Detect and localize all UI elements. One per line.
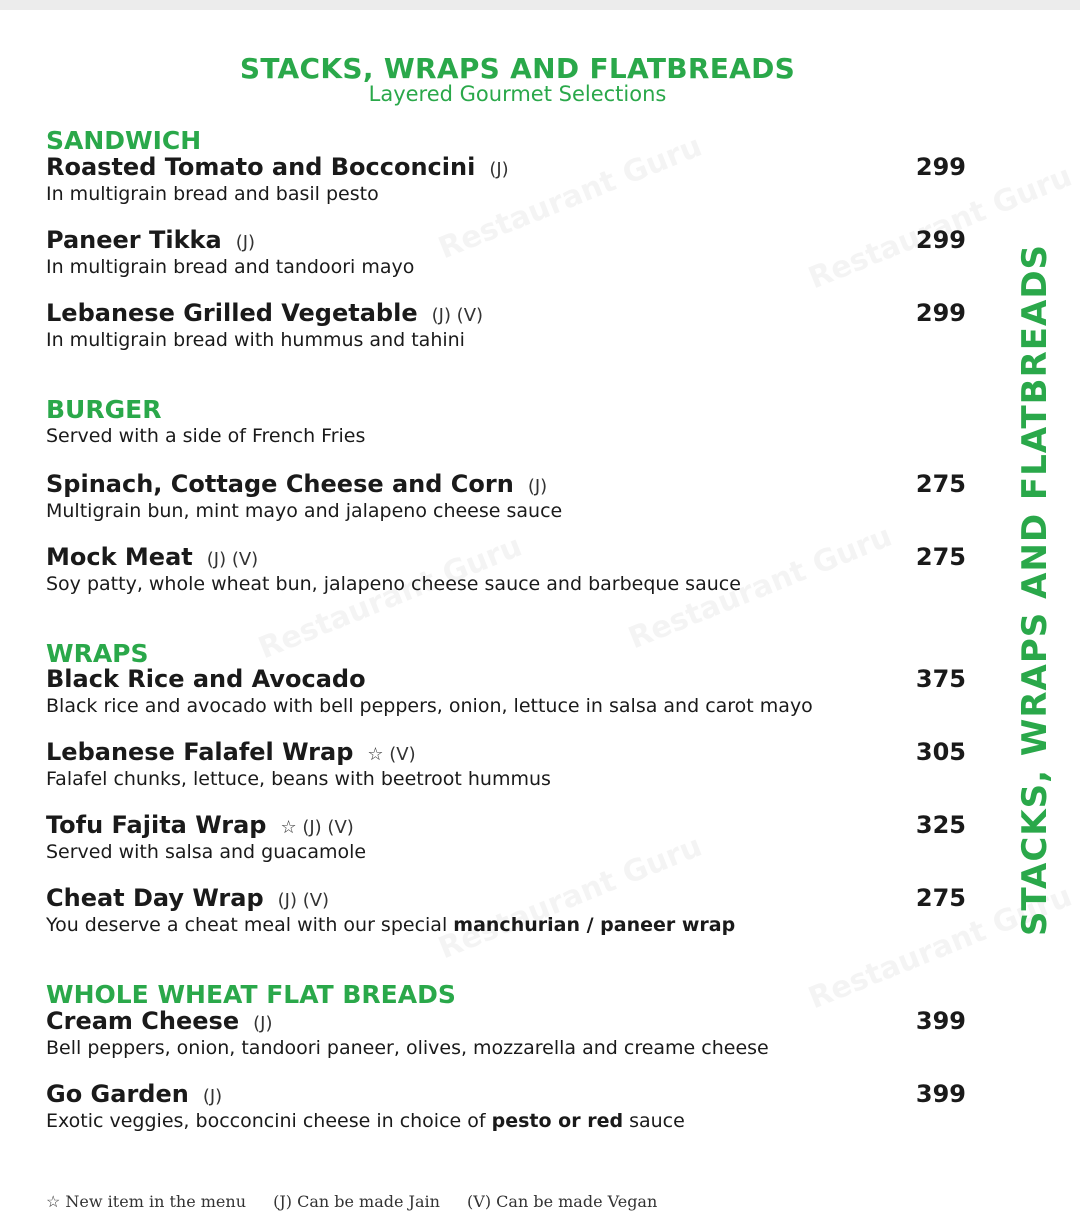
item-description-highlight: manchurian / paneer wrap bbox=[453, 914, 736, 936]
item-name: Roasted Tomato and Bocconcini bbox=[46, 153, 476, 181]
item-name: Mock Meat bbox=[46, 543, 193, 571]
item-name: Lebanese Grilled Vegetable bbox=[46, 299, 418, 327]
item-description-text: Exotic veggies, bocconcini cheese in choice of bbox=[46, 1110, 492, 1132]
section-title-flatbreads: WHOLE WHEAT FLAT BREADS bbox=[46, 980, 456, 1009]
top-border bbox=[0, 0, 1080, 10]
item-name: Cream Cheese bbox=[46, 1007, 240, 1035]
item-price: 299 bbox=[915, 299, 966, 327]
item-description: Bell peppers, onion, tandoori paneer, olives, mozzarella and creame cheese bbox=[46, 1037, 769, 1059]
item-description: In multigrain bread and basil pesto bbox=[46, 183, 379, 205]
item-name: Lebanese Falafel Wrap bbox=[46, 738, 354, 766]
item-tags: (J) bbox=[202, 1086, 223, 1107]
item-price: 299 bbox=[915, 226, 966, 254]
item-tags: (J) (V) bbox=[277, 890, 330, 911]
item-description: Multigrain bun, mint mayo and jalapeno cheese sauce bbox=[46, 500, 563, 522]
item-description-highlight: pesto or red bbox=[491, 1110, 624, 1132]
item-description bbox=[46, 913, 966, 937]
section-title-wraps: WRAPS bbox=[46, 639, 149, 668]
item-description-text: You deserve a cheat meal with our special bbox=[46, 914, 454, 936]
item-tags: (J) bbox=[527, 476, 548, 497]
item-name: Go Garden bbox=[46, 1080, 189, 1108]
item-price: 275 bbox=[915, 884, 966, 912]
item-name: Cheat Day Wrap bbox=[46, 884, 264, 912]
menu-item bbox=[46, 470, 966, 526]
page-subtitle: Layered Gourmet Selections bbox=[368, 82, 667, 106]
menu-item bbox=[46, 1007, 966, 1063]
item-price: 305 bbox=[915, 738, 966, 766]
item-price: 375 bbox=[915, 665, 966, 693]
item-description-text: sauce bbox=[623, 1110, 685, 1132]
item-name: Paneer Tikka bbox=[46, 226, 222, 254]
section-title-burger: BURGER bbox=[46, 395, 162, 424]
menu-item bbox=[46, 226, 966, 282]
item-name: Tofu Fajita Wrap bbox=[46, 811, 267, 839]
menu-item bbox=[46, 543, 966, 599]
item-price: 299 bbox=[915, 153, 966, 181]
item-price: 275 bbox=[915, 543, 966, 571]
item-price: 275 bbox=[915, 470, 966, 498]
item-description: In multigrain bread with hummus and tahini bbox=[46, 329, 465, 351]
menu-item bbox=[46, 884, 966, 940]
section-title-sandwich: SANDWICH bbox=[46, 126, 202, 155]
menu-item bbox=[46, 1080, 966, 1136]
legend-new-item: ☆ New item in the menu bbox=[46, 1192, 246, 1211]
item-name: Spinach, Cottage Cheese and Corn bbox=[46, 470, 514, 498]
item-tags: ☆ (V) bbox=[367, 744, 416, 765]
page-title: STACKS, WRAPS AND FLATBREADS bbox=[239, 52, 796, 85]
item-price: 399 bbox=[915, 1080, 966, 1108]
item-description bbox=[46, 1109, 966, 1133]
menu-item bbox=[46, 153, 966, 209]
item-tags: (J) bbox=[489, 159, 509, 180]
item-price: 325 bbox=[915, 811, 966, 839]
item-tags: (J) bbox=[253, 1013, 273, 1034]
item-price: 399 bbox=[915, 1007, 966, 1035]
item-name: Black Rice and Avocado bbox=[46, 665, 366, 693]
menu-item bbox=[46, 665, 966, 721]
menu-item bbox=[46, 811, 966, 867]
item-description: Black rice and avocado with bell peppers, onion, lettuce in salsa and carot mayo bbox=[46, 695, 813, 717]
item-description: Served with salsa and guacamole bbox=[46, 841, 367, 863]
menu-item bbox=[46, 738, 966, 794]
legend bbox=[46, 1192, 679, 1211]
menu-item bbox=[46, 299, 966, 355]
item-tags: (J) bbox=[235, 232, 256, 253]
section-note: Served with a side of French Fries bbox=[46, 425, 366, 447]
legend-jain: (J) Can be made Jain bbox=[273, 1192, 440, 1211]
item-tags: ☆ (J) (V) bbox=[280, 817, 354, 838]
legend-vegan: (V) Can be made Vegan bbox=[467, 1192, 658, 1211]
item-description: Falafel chunks, lettuce, beans with beetroot hummus bbox=[46, 768, 551, 790]
item-description: Soy patty, whole wheat bun, jalapeno cheese sauce and barbeque sauce bbox=[46, 573, 741, 595]
side-title: STACKS, WRAPS AND FLATBREADS bbox=[1015, 243, 1055, 937]
item-description: In multigrain bread and tandoori mayo bbox=[46, 256, 415, 278]
item-tags: (J) (V) bbox=[206, 549, 259, 570]
item-tags: (J) (V) bbox=[431, 305, 484, 326]
